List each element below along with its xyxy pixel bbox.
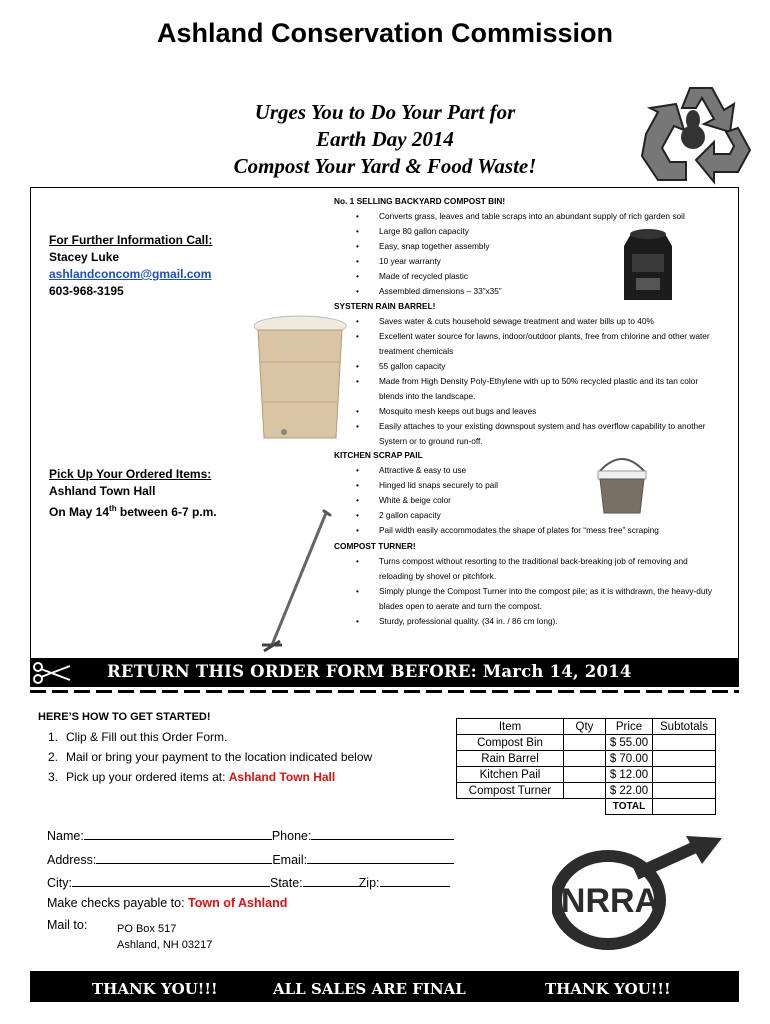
scissors-icon	[32, 662, 72, 684]
price-cell: $ 70.00	[606, 751, 653, 767]
zip-field[interactable]	[380, 874, 450, 887]
item-cell: Compost Turner	[457, 783, 564, 799]
product-heading: SYSTERN RAIN BARREL!	[334, 301, 436, 311]
name-field[interactable]	[84, 827, 272, 840]
product-bullet: • Converts grass, leaves and table scraps into an abundant supply of rich garden soil	[334, 209, 724, 224]
checks-payee: Town of Ashland	[188, 896, 288, 910]
table-header: Subtotals	[653, 719, 716, 735]
product-kitchen-pail	[334, 448, 724, 538]
product-bullet: • 55 gallon capacity	[334, 359, 724, 374]
city-label: City:	[47, 876, 72, 890]
compost-turner-image	[254, 505, 336, 657]
mail-address	[117, 921, 212, 953]
mail-label: Mail to:	[47, 918, 88, 932]
product-bullet: • Hinged lid snaps securely to pail	[334, 478, 724, 493]
subtotal-cell[interactable]	[653, 751, 716, 767]
return-banner-text: RETURN THIS ORDER FORM BEFORE: March 14, 2014	[107, 662, 632, 681]
checks-label: Make checks payable to:	[47, 896, 189, 910]
cut-line	[30, 690, 739, 693]
product-bullet: • Turns compost without resorting to the traditional back-breaking job of removing and reloading by shovel or pitchfork.	[334, 554, 724, 584]
step-text: Pick up your ordered items at:	[66, 770, 229, 784]
nrra-logo-text: NRRA	[560, 882, 660, 920]
price-cell: $ 22.00	[606, 783, 653, 799]
product-heading: COMPOST TURNER!	[334, 541, 416, 551]
pickup-date-sup: th	[109, 504, 117, 513]
contact-block	[49, 232, 212, 300]
steps-heading: HERE’S HOW TO GET STARTED!	[38, 711, 211, 723]
mail-line-2: Ashland, NH 03217	[117, 939, 213, 951]
subtitle-line-2: Earth Day 2014	[316, 127, 454, 151]
steps-block	[38, 707, 372, 787]
step-text: Clip & Fill out this Order Form.	[66, 730, 228, 744]
qty-cell[interactable]	[564, 751, 606, 767]
product-compost-turner	[334, 539, 724, 629]
product-bullet: • Pail width easily accommodates the shape of plates for “mess free” scraping	[334, 523, 724, 538]
table-header: Qty	[564, 719, 606, 735]
address-label: Address:	[47, 853, 97, 867]
nrra-logo-icon	[552, 830, 724, 958]
pickup-heading: Pick Up Your Ordered Items:	[49, 467, 212, 481]
city-field[interactable]	[72, 874, 270, 887]
qty-cell[interactable]	[564, 735, 606, 751]
product-bullet: • Assembled dimensions – 33”x35”	[334, 284, 724, 299]
qty-cell[interactable]	[564, 783, 606, 799]
state-label: State:	[270, 876, 303, 890]
product-heading: No. 1 SELLING BACKYARD COMPOST BIN!	[334, 196, 506, 206]
address-email-row	[47, 851, 454, 867]
city-state-zip-row	[47, 874, 450, 890]
mail-line-1: PO Box 517	[117, 923, 177, 935]
table-header: Item	[457, 719, 564, 735]
pickup-date	[49, 500, 217, 521]
product-heading: KITCHEN SCRAP PAIL	[334, 450, 423, 460]
contact-name: Stacey Luke	[49, 250, 120, 264]
step-item-1: 1. Clip & Fill out this Order Form.	[47, 730, 228, 744]
name-label: Name:	[47, 829, 84, 843]
total-row	[457, 799, 716, 815]
qty-cell[interactable]	[564, 767, 606, 783]
product-bullet: • Sturdy, professional quality. (34 in. / 86 cm long).	[334, 614, 724, 629]
email-label: Email:	[272, 853, 308, 867]
total-cell[interactable]	[653, 799, 716, 815]
product-bullet: • Attractive & easy to use	[334, 463, 724, 478]
product-bullet: • Easy, snap together assembly	[334, 239, 724, 254]
pickup-place: Ashland Town Hall	[49, 484, 156, 498]
order-table	[456, 718, 716, 815]
product-bullet: • Excellent water source for lawns, indoor/outdoor plants, free from chlorine and other water treatment chemicals	[334, 329, 724, 359]
contact-heading: For Further Information Call:	[49, 233, 213, 247]
table-row	[457, 751, 716, 767]
product-compost-bin	[334, 194, 724, 299]
subtotal-cell[interactable]	[653, 783, 716, 799]
step-item-2: 2. Mail or bring your payment to the location indicated below	[47, 750, 373, 764]
recycle-logo-icon	[638, 82, 752, 186]
subtitle-line-1: Urges You to Do Your Part for	[254, 100, 516, 124]
contact-phone: 603-968-3195	[49, 284, 124, 298]
footer-right-text: THANK YOU!!!	[545, 980, 671, 998]
step-text: Mail or bring your payment to the location indicated below	[66, 750, 373, 764]
product-bullet: • Simply plunge the Compost Turner into the compost pile; as it is withdrawn, the heavy-duty blades open to aerate and turn the compost.	[334, 584, 724, 614]
product-bullet: • Saves water & cuts household sewage treatment and water bills up to 40%	[334, 314, 724, 329]
table-row	[457, 735, 716, 751]
footer-center-text: ALL SALES ARE FINAL	[273, 980, 466, 998]
product-bullet: • Made from High Density Poly-Ethylene with up to 50% recycled plastic and its tan color blends into the landscape.	[334, 374, 724, 404]
pickup-date-text: On May 14	[49, 505, 110, 519]
price-cell: $ 55.00	[606, 735, 653, 751]
phone-label: Phone:	[271, 829, 312, 843]
table-row	[457, 783, 716, 799]
address-field[interactable]	[96, 851, 272, 864]
checks-row	[47, 896, 287, 910]
subtitle-line-3: Compost Your Yard & Food Waste!	[233, 154, 537, 178]
pickup-block	[49, 466, 217, 521]
item-cell: Compost Bin	[457, 735, 564, 751]
step-location: Ashland Town Hall	[228, 770, 336, 784]
email-field[interactable]	[307, 851, 454, 864]
phone-field[interactable]	[311, 827, 454, 840]
item-cell: Kitchen Pail	[457, 767, 564, 783]
zip-label: Zip:	[358, 876, 380, 890]
pickup-time-text: between 6-7 p.m.	[116, 505, 217, 519]
page-title: Ashland Conservation Commission	[156, 18, 614, 48]
subtotal-cell[interactable]	[653, 767, 716, 783]
table-row	[457, 767, 716, 783]
product-bullet: • 10 year warranty	[334, 254, 724, 269]
contact-email-link[interactable]: ashlandconcom@gmail.com	[49, 267, 212, 281]
table-header-row	[457, 719, 716, 735]
state-field[interactable]	[303, 874, 359, 887]
product-bullet: • Large 80 gallon capacity	[334, 224, 724, 239]
subtotal-cell[interactable]	[653, 735, 716, 751]
table-header: Price	[606, 719, 653, 735]
step-item-3: 3. Pick up your ordered items at: Ashland Town Hall	[47, 770, 336, 784]
name-phone-row	[47, 827, 454, 843]
item-cell: Rain Barrel	[457, 751, 564, 767]
product-bullet: • Easily attaches to your existing downspout system and has overflow capability to another Systern or to ground run-off.	[334, 419, 724, 449]
price-cell: $ 12.00	[606, 767, 653, 783]
total-label: TOTAL	[606, 799, 653, 815]
product-bullet: • 2 gallon capacity	[334, 508, 724, 523]
product-bullet: • White & beige color	[334, 493, 724, 508]
product-bullet: • Made of recycled plastic	[334, 269, 724, 284]
footer-left-text: THANK YOU!!!	[92, 980, 218, 998]
product-rain-barrel	[334, 299, 724, 449]
product-bullet: • Mosquito mesh keeps out bugs and leaves	[334, 404, 724, 419]
